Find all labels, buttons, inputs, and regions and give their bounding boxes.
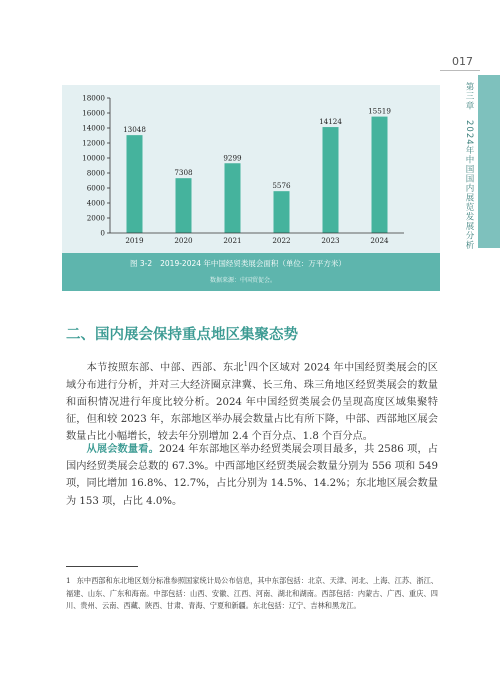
paragraph-exhibition-count [66,441,438,510]
y-tick-label: 14000 [82,123,105,133]
y-tick-label: 16000 [82,108,105,118]
bar-2019 [127,135,143,233]
x-tick-label: 2021 [223,236,242,245]
bar-2021 [225,163,241,233]
footnote-text: 东中西部和东北地区划分标准参照国家统计局公布信息，其中东部包括：北京、天津、河北、上海、江苏、浙江、福建、山东、广东和海南。中部包括：山西、安徽、江西、河南、湖北和湖南。西部包括：内蒙古、广西、重庆、四川、贵州、云南、西藏、陕西、甘肃、青海、宁夏和新疆。东北包括：辽宁、吉林和黑龙江。 [66,576,438,610]
y-axis [82,94,110,238]
y-tick-label: 12000 [82,138,105,148]
figure-caption [130,258,346,269]
bar-value-label: 15519 [368,106,391,116]
section-title: 二、国内展会保持重点地区集聚态势 [66,327,298,343]
p1-text-before: 本节按照东部、中部、西部、东北 [86,362,244,374]
bar-value-label: 5576 [272,181,291,191]
footnote-mark: 1 [66,576,71,585]
bars-group [123,107,391,233]
x-tick-label: 2020 [174,236,193,245]
x-tick-label: 2019 [125,236,144,245]
y-tick-label: 8000 [86,168,105,178]
bar-2022 [274,191,290,233]
y-tick-label: 4000 [86,198,105,208]
x-axis [110,233,404,245]
bar-value-label: 13048 [123,125,146,135]
chapter-side-tab [478,75,500,248]
p2-lead-phrase: 从展会数量看。 [86,443,159,455]
x-tick-label: 2023 [321,236,340,245]
p2-text: 2024 年东部地区举办经贸类展会项目最多，共 2586 项，占国内经贸类展会总数的 67.3%。中西部地区经贸类展会数量分别为 556 项和 549 项，同比增加 16.8%、12.7%，占比分别为 14.5%、14.2%；东北地区展会数量为 153 项，占比 4.0%。 [66,444,438,507]
footnote-rule [66,566,138,567]
bar-2023 [323,127,339,233]
bar-chart [62,85,440,253]
bar-2024 [372,117,388,233]
x-tick-label: 2022 [272,236,291,245]
y-tick-label: 2000 [86,213,105,223]
y-tick-label: 18000 [82,93,105,103]
figure-number: 图 3-2 [130,259,153,268]
chapter-side-text: 第三章 2024年中国国内展览发展分析 [464,82,474,251]
bar-2020 [176,178,192,233]
y-tick-label: 0 [100,228,105,238]
x-tick-label: 2024 [370,236,389,245]
bar-value-label: 7308 [174,168,193,178]
y-tick-label: 10000 [82,153,105,163]
page-number-rule [440,70,480,71]
y-tick-label: 6000 [86,183,105,193]
page-number: 017 [452,55,473,68]
paragraph-regional-overview [66,356,438,445]
bar-value-label: 14124 [319,117,342,127]
figure-caption-text: 2019-2024 年中国经贸类展会面积（单位：万平方米） [160,259,346,268]
bar-value-label: 9299 [223,153,242,163]
figure-source: 数据来源：中国贸促会。 [210,277,277,284]
p1-text-after: 四个区域对 2024 年中国经贸类展会的区域分布进行分析，并对三大经济圈京津冀、长三角、珠三角地区经贸类展会的数量和面积情况进行年度比较分析。2024 年中国经贸类展会仍呈现高度区域集聚特征，但和较 2023 年，东部地区举办展会数量占比有所下降，中部、西部地区展会数量占比小幅增长，较去年分别增加 2.4 个百分点、1.8 个百分点。 [66,362,438,443]
footnote [66,575,438,613]
footnote-ref: 1 [243,361,248,368]
